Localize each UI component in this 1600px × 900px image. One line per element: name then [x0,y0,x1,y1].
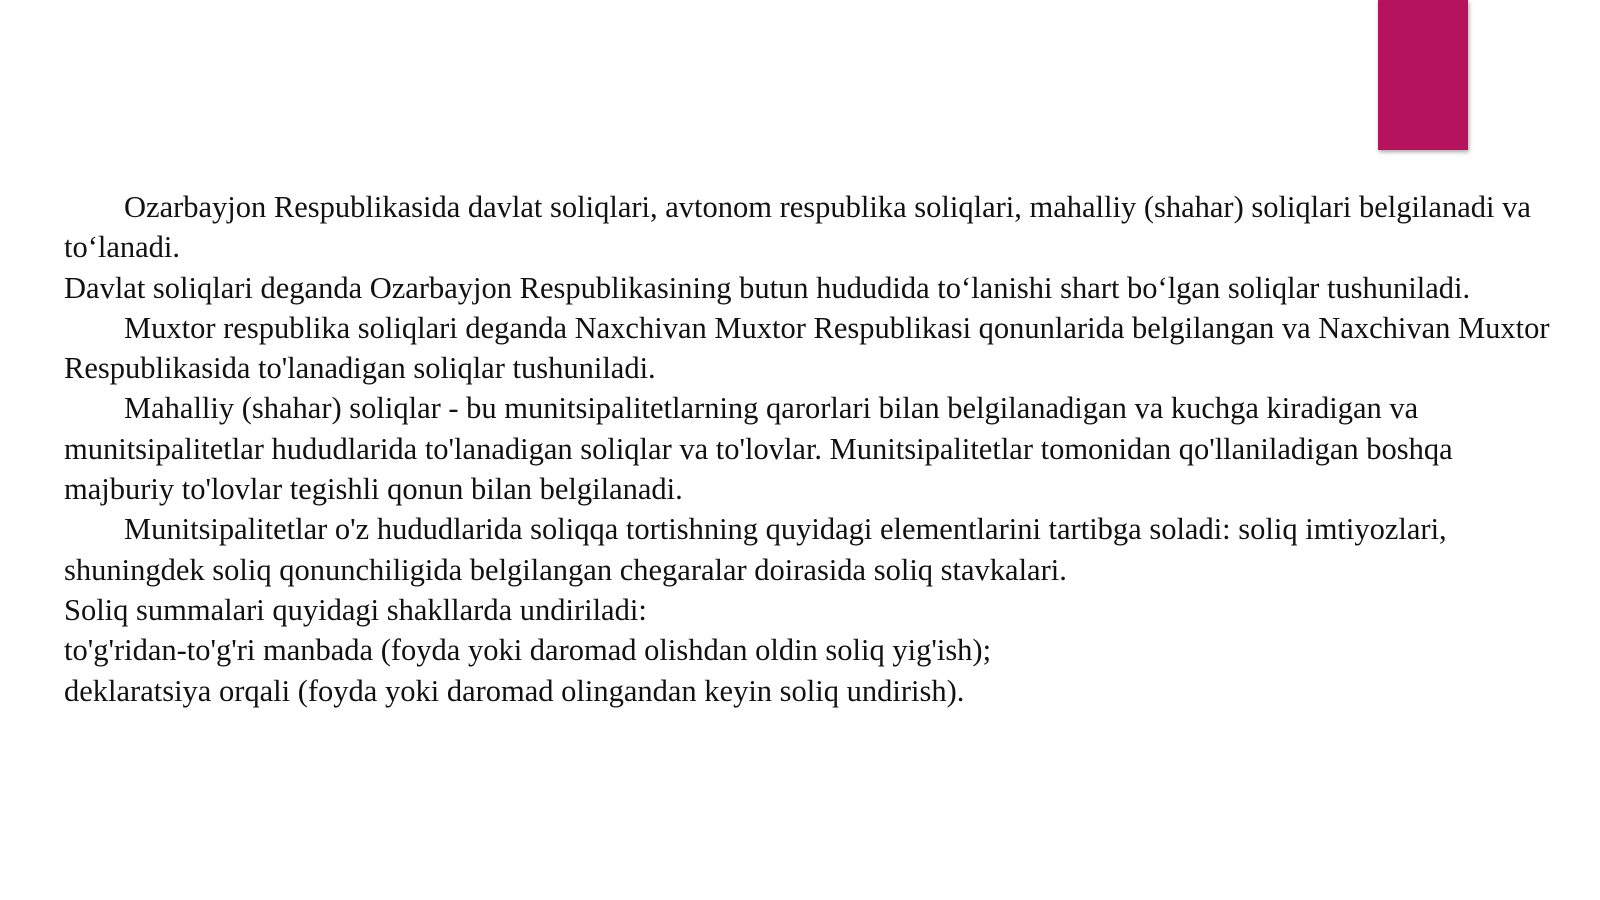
paragraph-collection-forms: Soliq summalari quyidagi shakllarda undiriladi: [64,592,647,627]
paragraph-local-taxes: Mahalliy (shahar) soliqlar - bu munitsipalitetlarning qarorlari bilan belgilanadigan va kuchga kiradigan va munitsipalitetlar hududlarida to'lanadigan soliqlar va to'lovlar. Munitsipalitetlar tomonidan qo'llaniladigan boshqa majburiy to'lovlar tegishli qonun bilan belgilanadi. [64,391,1453,507]
paragraph-municipal-regulation: Munitsipalitetlar o'z hududlarida soliqqa tortishning quyidagi elementlarini tartibga soladi: soliq imtiyozlari, shuningdek soliq qonunchiligida belgilangan chegaralar doirasida soliq stavkalari. [64,512,1447,587]
paragraph-source-collection: to'g'ridan-to'g'ri manbada (foyda yoki daromad olishdan oldin soliq yig'ish); [64,633,992,668]
accent-bar [1378,0,1468,150]
paragraph-declaration-collection: deklaratsiya orqali (foyda yoki daromad olingandan keyin soliq undirish). [64,673,965,708]
paragraph-state-taxes: Davlat soliqlari deganda Ozarbayjon Respublikasining butun hududida to‘lanishi shart bo‘lgan soliqlar tushuniladi. [64,270,1471,305]
paragraph-tax-types: Ozarbayjon Respublikasida davlat soliqlari, avtonom respublika soliqlari, mahalliy (shahar) soliqlari belgilanadi va to‘lanadi. [64,190,1531,265]
paragraph-autonomous-republic-taxes: Muxtor respublika soliqlari deganda Naxchivan Muxtor Respublikasi qonunlarida belgilangan va Naxchivan Muxtor Respublikasida to'lanadigan soliqlar tushuniladi. [64,310,1550,386]
slide-body-text [64,187,1564,711]
